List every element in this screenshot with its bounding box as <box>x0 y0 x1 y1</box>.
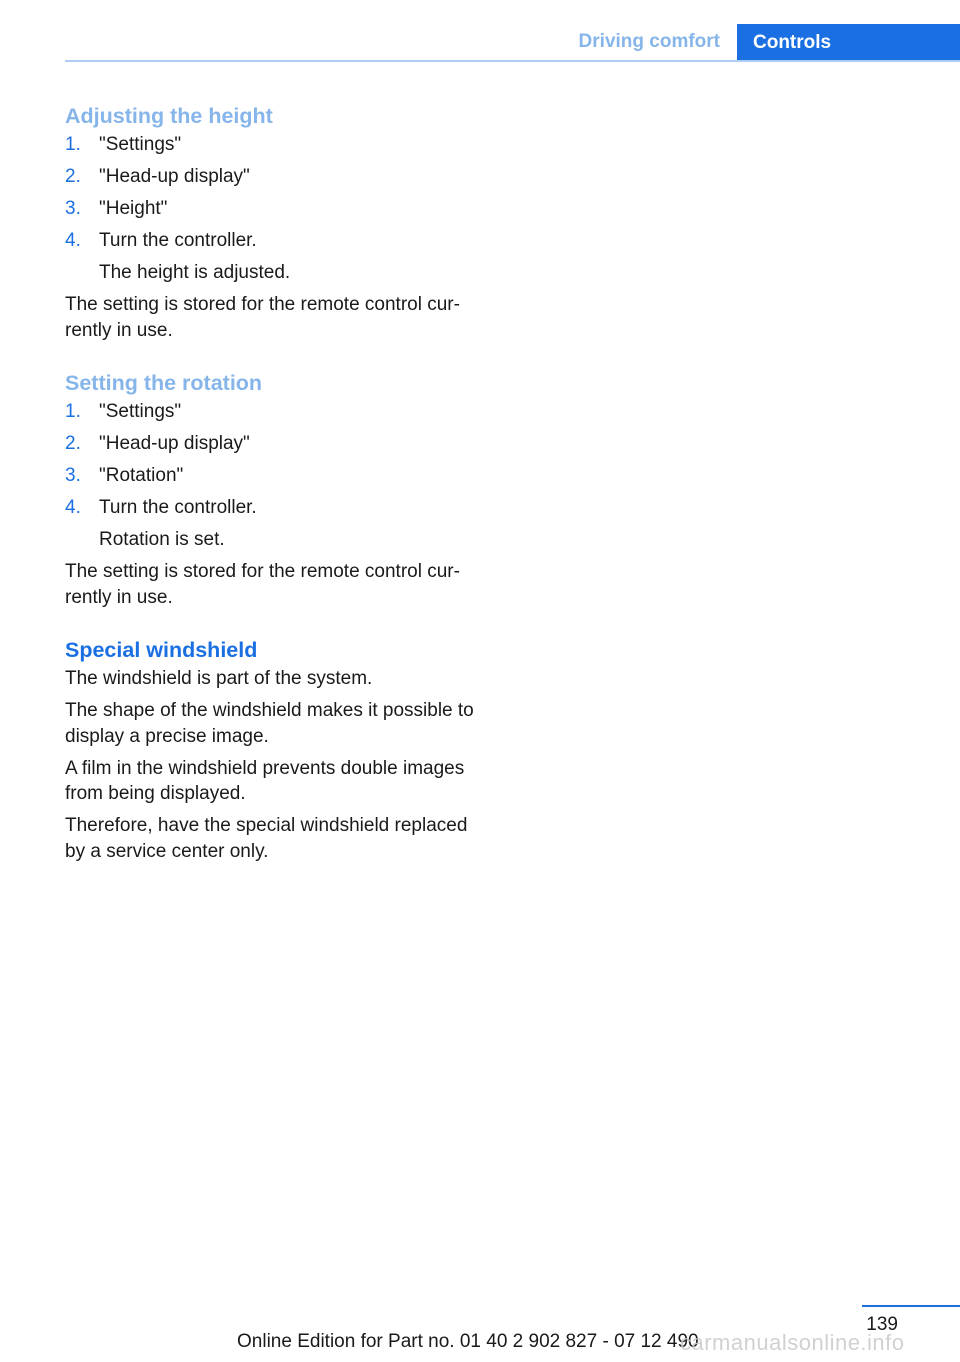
step-text: "Head-up display" <box>99 433 250 454</box>
storage-note: The setting is stored for the remote control cur-rently in use. <box>65 294 460 341</box>
step-text: "Height" <box>99 198 168 219</box>
paragraph: The shape of the windshield makes it possible to display a precise image. <box>65 700 474 747</box>
step-text: "Settings" <box>99 401 182 422</box>
list-item <box>65 228 485 254</box>
section-title-special-windshield: Special windshield <box>65 638 258 662</box>
step-number: 1. <box>65 134 81 155</box>
step-number: 3. <box>65 198 81 219</box>
paragraph: The windshield is part of the system. <box>65 668 373 689</box>
footer-divider <box>862 1305 960 1307</box>
page-content <box>65 100 485 871</box>
steps-list-rotation <box>65 399 485 521</box>
steps-list-height <box>65 132 485 254</box>
list-item <box>65 132 485 158</box>
step-number: 4. <box>65 497 81 518</box>
step-number: 3. <box>65 465 81 486</box>
header-divider <box>65 60 960 62</box>
edition-line: Online Edition for Part no. 01 40 2 902 827 - 07 12 490 <box>237 1331 699 1352</box>
step-text: Turn the controller. <box>99 230 257 251</box>
step-text: Turn the controller. <box>99 497 257 518</box>
step-number: 2. <box>65 433 81 454</box>
list-item <box>65 431 485 457</box>
list-item <box>65 399 485 425</box>
list-item <box>65 196 485 222</box>
step-text: "Settings" <box>99 134 182 155</box>
section-tab-controls: Controls <box>737 24 960 62</box>
breadcrumb: Driving comfort <box>578 31 720 52</box>
list-item <box>65 164 485 190</box>
list-item <box>65 495 485 521</box>
section-title-height: Adjusting the height <box>65 104 273 128</box>
step-number: 2. <box>65 166 81 187</box>
step-result: The height is adjusted. <box>99 262 291 283</box>
paragraph: Therefore, have the special windshield replaced by a service center only. <box>65 815 468 862</box>
step-text: "Head-up display" <box>99 166 250 187</box>
paragraph: A film in the windshield prevents double images from being displayed. <box>65 757 465 804</box>
list-item <box>65 463 485 489</box>
storage-note: The setting is stored for the remote control cur-rently in use. <box>65 561 460 608</box>
watermark: carmanualsonline.info <box>680 1330 905 1355</box>
page-number: 139 <box>866 1314 898 1335</box>
step-text: "Rotation" <box>99 465 184 486</box>
section-title-rotation: Setting the rotation <box>65 371 263 395</box>
page-header <box>0 0 960 62</box>
step-number: 1. <box>65 401 81 422</box>
step-result: Rotation is set. <box>99 529 225 550</box>
step-number: 4. <box>65 230 81 251</box>
